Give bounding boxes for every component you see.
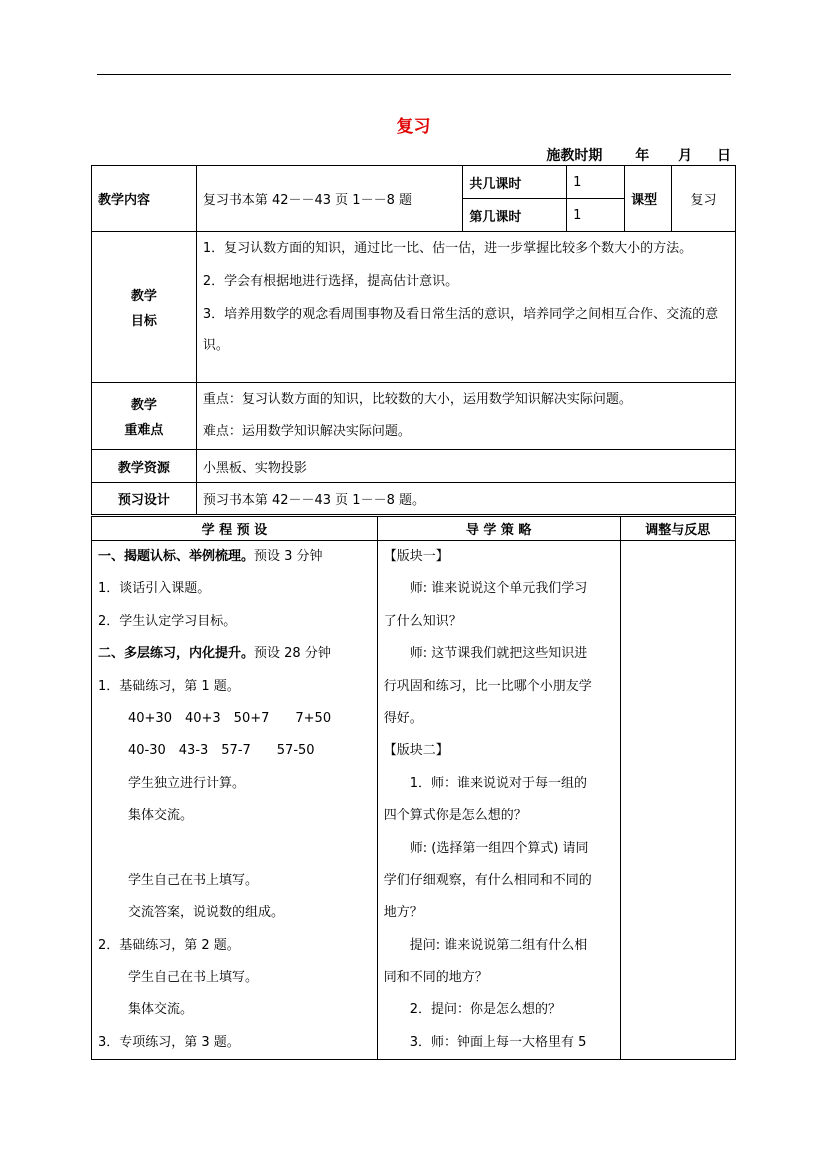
lesson-process-table — [91, 516, 736, 1060]
process-line: 学生自己在书上填写。 — [128, 970, 259, 986]
calc-row: 40+30 40+3 50+7 7+50 — [128, 710, 332, 726]
section-1-title: 一、揭题认标、举例梳理。 — [98, 549, 255, 564]
strategy-column — [377, 541, 620, 1060]
goals-label — [92, 232, 197, 383]
strategy-line: 学们仔细观察，有什么相同和不同的 — [383, 872, 592, 888]
key-points-label — [92, 383, 197, 450]
content-label: 教学内容 — [92, 166, 197, 232]
strategy-line: 地方？ — [383, 905, 423, 921]
column-header-process: 学 程 预 设 — [92, 517, 378, 541]
date-day: 日 — [717, 148, 731, 164]
key-points-label-line1: 教学 — [130, 398, 157, 413]
process-line: 集体交流。 — [128, 808, 194, 824]
key-point: 重点：复习认数方面的知识，比较数的大小，运用数学知识解决实际问题。 — [202, 392, 632, 407]
date-year: 年 — [635, 148, 650, 164]
goals-label-line1: 教学 — [130, 289, 157, 304]
nth-period-label: 第几课时 — [463, 199, 567, 232]
key-points-content — [196, 383, 735, 450]
difficult-point: 难点：运用数学知识解决实际问题。 — [202, 424, 411, 439]
lesson-info-table — [91, 165, 736, 515]
block-1-heading: 【版块一】 — [383, 549, 449, 564]
strategy-line: 1．师：谁来说说对于每一组的 — [409, 775, 588, 791]
reflection-column — [620, 541, 735, 1060]
section-2-title: 二、多层练习，内化提升。 — [98, 646, 255, 662]
process-line: 学生自己在书上填写。 — [128, 872, 259, 888]
lesson-type-value: 复习 — [672, 166, 736, 232]
strategy-line: 得好。 — [383, 710, 423, 726]
strategy-line: 四个算式你是怎么想的？ — [383, 808, 527, 824]
strategy-line: 同和不同的地方？ — [383, 970, 488, 986]
preview-value: 预习书本第 42－－43 页 1－－8 题。 — [196, 483, 735, 515]
process-column — [92, 541, 378, 1060]
date-label: 施教时期 — [546, 148, 603, 164]
strategy-line: 师: 这节课我们就把这些知识进 — [409, 646, 588, 662]
blank-line — [98, 833, 371, 865]
resources-value: 小黑板、实物投影 — [196, 450, 735, 483]
strategy-line: 师: (选择第一组四个算式) 请同 — [409, 840, 589, 856]
process-line: 学生独立进行计算。 — [128, 775, 246, 791]
header-rule — [97, 74, 731, 75]
key-points-label-line2: 重难点 — [124, 423, 164, 438]
content-value: 复习书本第 42－－43 页 1－－8 题 — [196, 166, 463, 232]
strategy-line: 师: 谁来说说这个单元我们学习 — [409, 581, 588, 597]
strategy-line: 2．提问：你是怎么想的？ — [409, 1002, 562, 1018]
strategy-line: 行巩固和练习，比一比哪个小朋友学 — [383, 678, 592, 694]
process-line: 2．基础练习，第 2 题。 — [98, 937, 240, 953]
total-periods-value: 1 — [567, 166, 625, 199]
strategy-line: 3．师：钟面上每一大格里有 5 — [409, 1034, 587, 1050]
goals-label-line2: 目标 — [130, 314, 157, 329]
date-line — [546, 145, 731, 165]
preview-label: 预习设计 — [92, 483, 197, 515]
goals-content — [196, 232, 735, 383]
date-month: 月 — [678, 148, 693, 164]
lesson-type-label: 课型 — [625, 166, 672, 232]
calc-row: 40-30 43-3 57-7 57-50 — [128, 743, 315, 759]
strategy-line: 了什么知识？ — [383, 613, 462, 629]
column-header-reflection: 调整与反思 — [620, 517, 735, 541]
process-line: 集体交流。 — [128, 1002, 194, 1018]
goal-item: 2．学会有根据地进行选择，提高估计意识。 — [202, 274, 459, 289]
process-line: 3．专项练习，第 3 题。 — [98, 1034, 240, 1050]
total-periods-label: 共几课时 — [463, 166, 567, 199]
section-2-time: 预设 28 分钟 — [254, 646, 331, 662]
section-1-time: 预设 3 分钟 — [254, 549, 323, 564]
strategy-line: 提问: 谁来说说第二组有什么相 — [409, 937, 588, 953]
process-line: 1．谈话引入课题。 — [98, 581, 211, 597]
column-header-strategy: 导 学 策 略 — [377, 517, 620, 541]
goal-item: 3．培养用数学的观念看周围事物及看日常生活的意识，培养同学之间相互合作、交流的意识。 — [202, 307, 719, 353]
process-line: 2．学生认定学习目标。 — [98, 613, 237, 629]
resources-label: 教学资源 — [92, 450, 197, 483]
process-line: 1．基础练习，第 1 题。 — [98, 678, 240, 694]
block-2-heading: 【版块二】 — [383, 743, 449, 759]
page-title: 复习 — [396, 117, 431, 137]
goal-item: 1．复习认数方面的知识，通过比一比、估一估，进一步掌握比较多个数大小的方法。 — [202, 241, 693, 256]
process-line: 交流答案，说说数的组成。 — [128, 905, 285, 921]
nth-period-value: 1 — [567, 199, 625, 232]
